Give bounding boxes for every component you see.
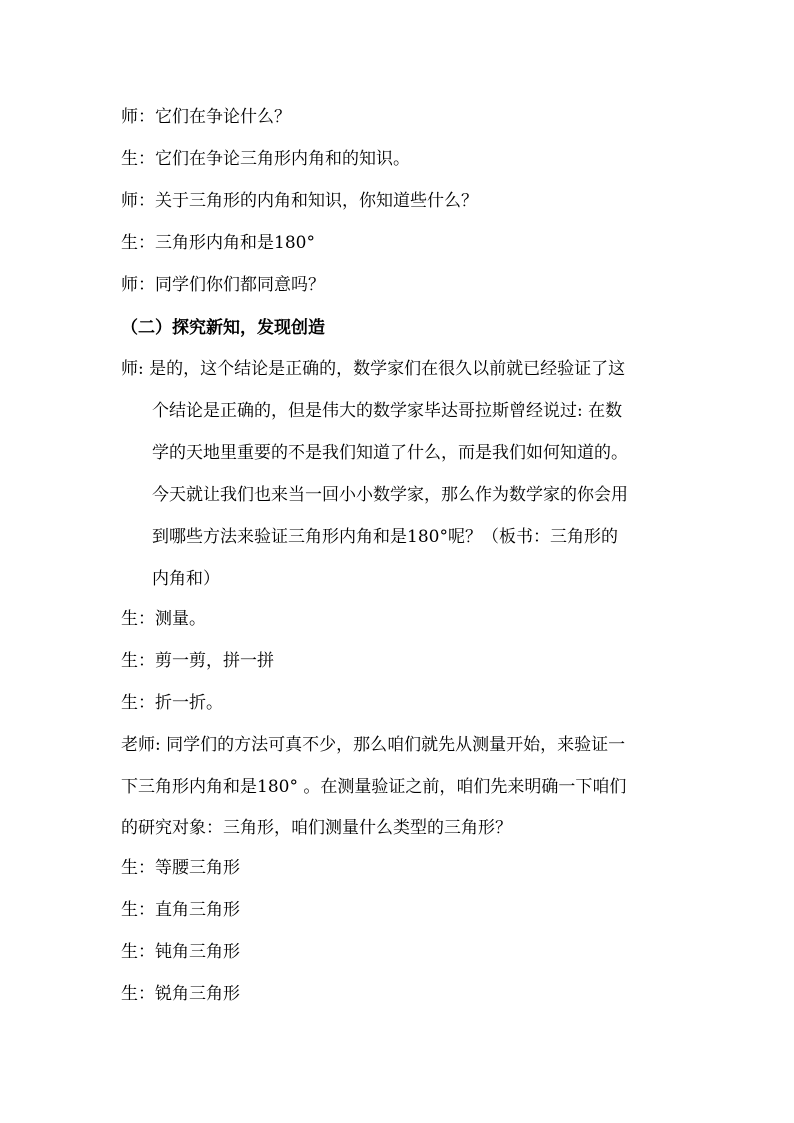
dialogue-line: 生：三角形内角和是180° bbox=[121, 233, 315, 253]
dialogue-line: 师：关于三角形的内角和知识，你知道些什么？ bbox=[121, 191, 478, 211]
dialogue-line-continuation: 今天就让我们也来当一回小小数学家，那么作为数学家的你会用 bbox=[152, 485, 628, 505]
dialogue-line: 老师: 同学们的方法可真不少，那么咱们就先从测量开始，来验证一 bbox=[121, 735, 626, 755]
dialogue-line: 下三角形内角和是180° 。在测量验证之前，咱们先来明确一下咱们 bbox=[121, 777, 627, 797]
dialogue-line: 生：测量。 bbox=[121, 609, 206, 629]
dialogue-line: 生：折一折。 bbox=[121, 693, 223, 713]
dialogue-line: 生：钝角三角形 bbox=[121, 942, 240, 962]
dialogue-line: 生：剪一剪，拼一拼 bbox=[121, 651, 274, 671]
dialogue-line: 师: 是的，这个结论是正确的，数学家们在很久以前就已经验证了这 bbox=[121, 359, 626, 379]
dialogue-line: 的研究对象：三角形，咱们测量什么类型的三角形？ bbox=[121, 818, 512, 838]
dialogue-line-continuation: 内角和） bbox=[152, 569, 220, 589]
dialogue-line: 生：直角三角形 bbox=[121, 900, 240, 920]
dialogue-line: 师：同学们你们都同意吗？ bbox=[121, 275, 325, 295]
dialogue-line-continuation: 个结论是正确的，但是伟大的数学家毕达哥拉斯曾经说过: 在数 bbox=[152, 401, 623, 421]
dialogue-line: 生：锐角三角形 bbox=[121, 984, 240, 1004]
dialogue-line: 师：它们在争论什么？ bbox=[121, 107, 291, 127]
dialogue-line-continuation: 到哪些方法来验证三角形内角和是180°呢？（板书：三角形的 bbox=[152, 527, 618, 547]
dialogue-line: 生：它们在争论三角形内角和的知识。 bbox=[121, 149, 410, 169]
dialogue-line: 生：等腰三角形 bbox=[121, 858, 240, 878]
section-heading: （二）探究新知，发现创造 bbox=[121, 318, 325, 338]
dialogue-line-continuation: 学的天地里重要的不是我们知道了什么，而是我们如何知道的。 bbox=[152, 443, 628, 463]
